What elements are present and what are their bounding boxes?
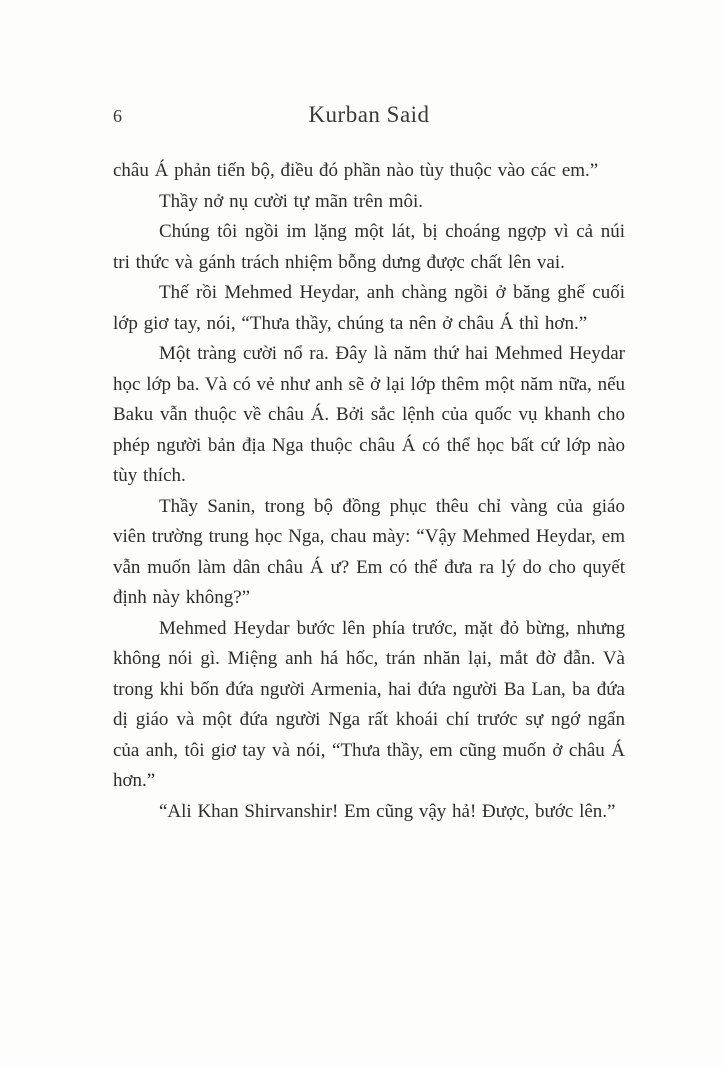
paragraph: Thế rồi Mehmed Heydar, anh chàng ngồi ở băng ghế cuối lớp giơ tay, nói, “Thưa thầy, chúng ta nên ở châu Á thì hơn.” (113, 282, 625, 334)
paragraph: Một tràng cười nổ ra. Đây là năm thứ hai Mehmed Heydar học lớp ba. Và có vẻ như anh sẽ ở lại lớp thêm một năm nữa, nếu Baku vẫn thuộc về châu Á. Bởi sắc lệnh của quốc vụ khanh cho phép người bản địa Nga thuộc châu Á có thể học bất cứ lớp nào tùy thích. (113, 343, 625, 486)
page-number: 6 (113, 106, 122, 126)
paragraph: Thầy nở nụ cười tự mãn trên môi. (159, 190, 424, 212)
paragraph: “Ali Khan Shirvanshir! Em cũng vậy hả! Được, bước lên.” (159, 800, 616, 822)
paragraph: Thầy Sanin, trong bộ đồng phục thêu chỉ vàng của giáo viên trường trung học Nga, chau mày: “Vậy Mehmed Heydar, em vẫn muốn làm dân châu Á ư? Em có thể đưa ra lý do cho quyết định này không?” (113, 495, 625, 608)
paragraph: châu Á phản tiến bộ, điều đó phần nào tùy thuộc vào các em.” (113, 160, 599, 181)
page-header (113, 102, 625, 134)
body-text (113, 156, 625, 827)
running-title: Kurban Said (308, 102, 430, 127)
paragraph: Chúng tôi ngồi im lặng một lát, bị choáng ngợp vì cả núi tri thức và gánh trách nhiệm bỗng dưng được chất lên vai. (113, 221, 625, 273)
paragraph: Mehmed Heydar bước lên phía trước, mặt đỏ bừng, nhưng không nói gì. Miệng anh há hốc, trán nhăn lại, mắt đờ đẫn. Và trong khi bốn đứa người Armenia, hai đứa người Ba Lan, ba đứa dị giáo và một đứa người Nga rất khoái chí trước sự ngớ ngẩn của anh, tôi giơ tay và nói, “Thưa thầy, em cũng muốn ở châu Á hơn.” (113, 617, 625, 791)
